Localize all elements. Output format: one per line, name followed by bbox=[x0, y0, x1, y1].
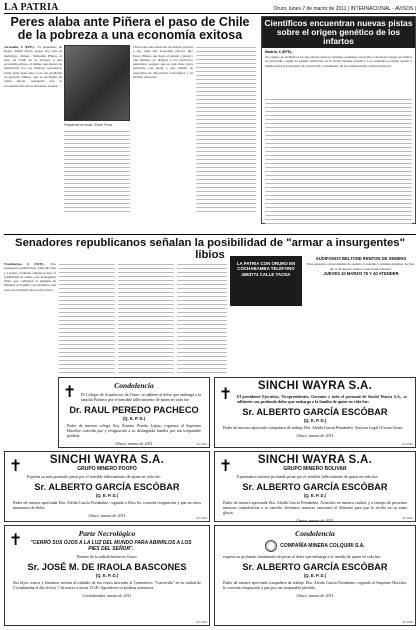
colquiri-logo-icon bbox=[265, 540, 277, 552]
second-column-4 bbox=[177, 262, 227, 374]
ad-qepd: (Q. E. P. D.) bbox=[303, 493, 327, 498]
second-column-1 bbox=[4, 262, 56, 374]
second-column-3 bbox=[118, 262, 174, 374]
masthead: LA PATRIA bbox=[4, 2, 59, 13]
cross-icon: ✝ bbox=[9, 456, 23, 475]
ad-company: SINCHI WAYRA S.A. bbox=[257, 454, 373, 466]
ad-signature: Oruro, marzo de 2011 bbox=[296, 518, 334, 523]
ad-text: El presidente Ejecutivo, Vicepresidentes, Gerentes y todo el personal de Sinchi Wayra S.A., se adhieren con profundo dolor que embarga a la familia de quien en vida fue: bbox=[237, 394, 407, 404]
ad-text-2: Padre de nuestra apreciada Dra. Aleida García Fernández, rogando a Dios les conceda resignación y paz en estos momentos de dolor. bbox=[13, 500, 201, 510]
ad-text: Expresamos nuestro profundo pesar por el sensible fallecimiento de quien en vida fue: bbox=[237, 474, 379, 479]
ad-text: El Colegio de Arquitectos de Oruro, se adhiere al dolor que embarga a la familia Pacheco por el sensible fallecimiento de quien en vida fue: bbox=[81, 392, 201, 402]
ad-id: AP-1862 bbox=[196, 442, 207, 446]
science-box bbox=[261, 16, 416, 224]
ad-text: Expresa su más profundo pesar por el sensible fallecimiento de quien en vida fue: bbox=[27, 474, 161, 479]
ad-company: SINCHI WAYRA S.A. bbox=[257, 380, 373, 392]
ad-deceased-name: Sr. ALBERTO GARCÍA ESCÓBAR bbox=[34, 482, 180, 492]
science-columns bbox=[265, 97, 412, 225]
ad-signature: Cochabamba, marzo de 2011 bbox=[82, 593, 132, 598]
second-body: Dos senadores republicanos, John McCain y Lindsey Graham, señalaron hoy la posibilidad de armar a los insurgentes libios que combaten al régimen de Muamar el Gadafi y de establecer una zona de exclusión aérea sobre Libia. bbox=[4, 262, 56, 292]
lead-body: El presidente de Israel, Simón Peres, elogió hoy ante su homólogo chileno, Sebastián Piñera, el paso de Chile de la pobreza a una economía exitosa, al tiempo que mostró su admiración por los mineros rescatados. Chile tenía hasta hace poco un problema de pobreza. Piñera, que se encuentra en visita oficial, respondió que la reconstrucción tras el terremoto avanza. bbox=[4, 45, 62, 88]
condolence-ad-sinchi-wayra-bolivar bbox=[214, 451, 416, 522]
ad-signature: Oruro, marzo de 2011 bbox=[296, 433, 334, 438]
audifonos-phone: JUEVES 10 MARZO 75 Y 40 ATENDER bbox=[323, 271, 399, 277]
ad-deceased-name: Sr. ALBERTO GARCÍA ESCÓBAR bbox=[242, 407, 388, 417]
condolence-ad-colquiri bbox=[214, 525, 416, 626]
ad-text-2: Padre de nuestro colega Arq. Ramiro Peredo López, rogamos al Supremo Hacedor conceda paz y resignación a su distinguida familia por tan irreparable pérdida. bbox=[67, 423, 201, 438]
lead-column-1 bbox=[4, 45, 62, 215]
ad-kind: Parte Necrológico bbox=[78, 529, 136, 538]
condolence-ad-sinchi-wayra bbox=[214, 377, 416, 448]
ad-id: AP-1863 bbox=[196, 516, 207, 520]
science-headline: Científicos encuentran nuevas pistas sobre el origen genético de los infartos bbox=[262, 17, 415, 48]
second-column-2 bbox=[59, 262, 115, 374]
ad-subtitle: GRUPO MINERO POOPÓ bbox=[77, 466, 137, 472]
lead-column-3 bbox=[133, 45, 193, 215]
ad-signature: Oruro, marzo de 2011 bbox=[296, 593, 334, 598]
ad-deceased-name: Sr. ALBERTO GARCÍA ESCÓBAR bbox=[242, 562, 388, 572]
page-header bbox=[4, 2, 416, 14]
ad-deceased-name: Sr. ALBERTO GARCÍA ESCÓBAR bbox=[242, 482, 388, 492]
ad-text: expresa su profundo sentimiento de pesar al dolor que embarga a la familia de quien en vida fue: bbox=[223, 554, 382, 559]
ad-text-2: Padre de nuestra apreciada compañera de trabajo Dra. Aleida García Fernández, rogando al Supremo Hacedor, le conceda resignación y paz por tan irreparable pérdida. bbox=[223, 580, 407, 590]
audifonos-text: Para personas con problemas de sordera. Consultas y pruebas gratuitas. La Paz, Av. 6 de Agosto. Oruro: Calle Soria Galvarro. bbox=[307, 262, 415, 271]
condolence-ad-sinchi-wayra-poopo bbox=[4, 451, 210, 522]
ad-signature: Oruro, marzo de 2011 bbox=[88, 513, 126, 518]
science-dateline: Madrid, 6 (EFE).- bbox=[265, 50, 294, 54]
lead-column-2 bbox=[64, 129, 130, 215]
ad-id: AP-1864 bbox=[196, 620, 207, 624]
ad-qepd: (Q. E. P. D.) bbox=[303, 418, 327, 423]
ad-qepd: (Q. E. P. D.) bbox=[95, 493, 119, 498]
ad-text: Pioneer de la radiodifusión en Oruro: bbox=[76, 554, 138, 559]
lead-column-4 bbox=[196, 45, 256, 215]
obituary-ad-iraola bbox=[4, 525, 210, 626]
cross-icon: ✝ bbox=[9, 530, 23, 549]
ad-quote: "CERRÓ SUS OJOS A LA LUZ DEL MUNDO PARA ABRIRLOS A LOS PIES DEL SEÑOR". bbox=[30, 540, 192, 552]
cross-icon: ✝ bbox=[219, 384, 233, 403]
ad-text-2: Padre de nuestra apreciada Dra. Aleida García Fernández. Acaecido en nuestra ciudad, y a tiempo de presentar nuestras condolencias a su familia, elevamos nuestras oraciones al Altísimo para que lo reciba en su santa gloria. bbox=[223, 500, 407, 515]
second-dateline: Washington, 6 (EFE).- bbox=[4, 262, 46, 266]
ad-qepd: (Q. E. P. D.) bbox=[303, 573, 327, 578]
lead-photo bbox=[64, 45, 130, 121]
la-patria-promo-box: LA PATRIA CON ORURO EN COCHABAMBA TELÉFONO 4583774 CALLE TACNA bbox=[230, 256, 302, 306]
science-body: Un equipo de científicos ha encontrado nuevas variantes genéticas asociadas a un mayor riesgo de infarto de miocardio, según un estudio publicado en la revista Nature Genetics. Los resultados podrían ayudar a diseñar nuevas estrategias de prevención y tratamiento de las enfermedades cardiovasculares. bbox=[265, 55, 412, 68]
lead-dateline: Jerusalén, 6 (EFE).- bbox=[4, 45, 36, 49]
audifonos-ad bbox=[305, 256, 417, 306]
audifonos-title: AUDÍFONOS BELTONE RENTON DE SEMENS bbox=[315, 256, 407, 261]
lead-headline: Peres alaba ante Piñera el paso de Chile de la pobreza a una economía exitosa bbox=[10, 15, 250, 42]
ad-deceased-name: Dr. RAUL PEREDO PACHECO bbox=[69, 405, 199, 415]
ad-text-2: Sus hijos, nietos y bisnietos invitan al traslado de sus restos mortales al Cementerio "Concordia" en la ciudad de Cochabamba el día de hoy 7 de marzo a horas 15.00. Agradecen su piadosa asistencia. bbox=[13, 580, 201, 590]
ad-qepd: (Q. E. P. D.) bbox=[122, 416, 146, 421]
ad-text-2: Padre de nuestra apreciada compañera de trabajo Dra. Aleida García Fernández, Asesora Legal Oficina Oruro. bbox=[223, 425, 404, 430]
ad-company: SINCHI WAYRA S.A. bbox=[49, 454, 165, 466]
ad-deceased-name: Sr. JOSÉ M. DE IRAOLA BASCONES bbox=[27, 562, 187, 572]
ad-qepd: (Q. E. P. D.) bbox=[95, 573, 119, 578]
ad-id: AP-1861 bbox=[402, 442, 413, 446]
lead-photo-caption: Presidente de Israel, Simón Peres bbox=[64, 123, 113, 127]
ad-subtitle: GRUPO MINERO BOLIVAR bbox=[283, 466, 347, 472]
second-headline: Senadores republicanos señalan la posibilidad de "armar a insurgentes" libios bbox=[4, 234, 416, 261]
ad-id: AP-1865 bbox=[402, 620, 413, 624]
cross-icon: ✝ bbox=[63, 382, 77, 401]
ad-kind: Condolencia bbox=[295, 529, 335, 538]
condolence-ad-arquitectos bbox=[58, 377, 210, 448]
header-meta: Oruro, lunes 7 de marzo de 2011 | INTERNACIONAL - AVISOS | bbox=[273, 6, 416, 12]
ad-kind: Condolencia bbox=[114, 381, 154, 390]
cross-icon: ✝ bbox=[219, 456, 233, 475]
ad-company: COMPAÑÍA MINERA COLQUIRI S.A. bbox=[280, 543, 365, 549]
ad-signature: Oruro, marzo de 2011 bbox=[115, 441, 153, 446]
lead-body-2: Chile tenía una situación de mucha pobreza y hoy tiene una economía exitosa, dijo Peres. Piñera, que llegó el sábado a Israel y que mañana se dirigirá a los territorios palestinos, aseguró que su país tiene lazos estrechos con Israel y que admira su capacidad de innovación tecnológica y su modelo educativo. bbox=[133, 45, 193, 80]
ad-id: AP-1860 bbox=[402, 516, 413, 520]
